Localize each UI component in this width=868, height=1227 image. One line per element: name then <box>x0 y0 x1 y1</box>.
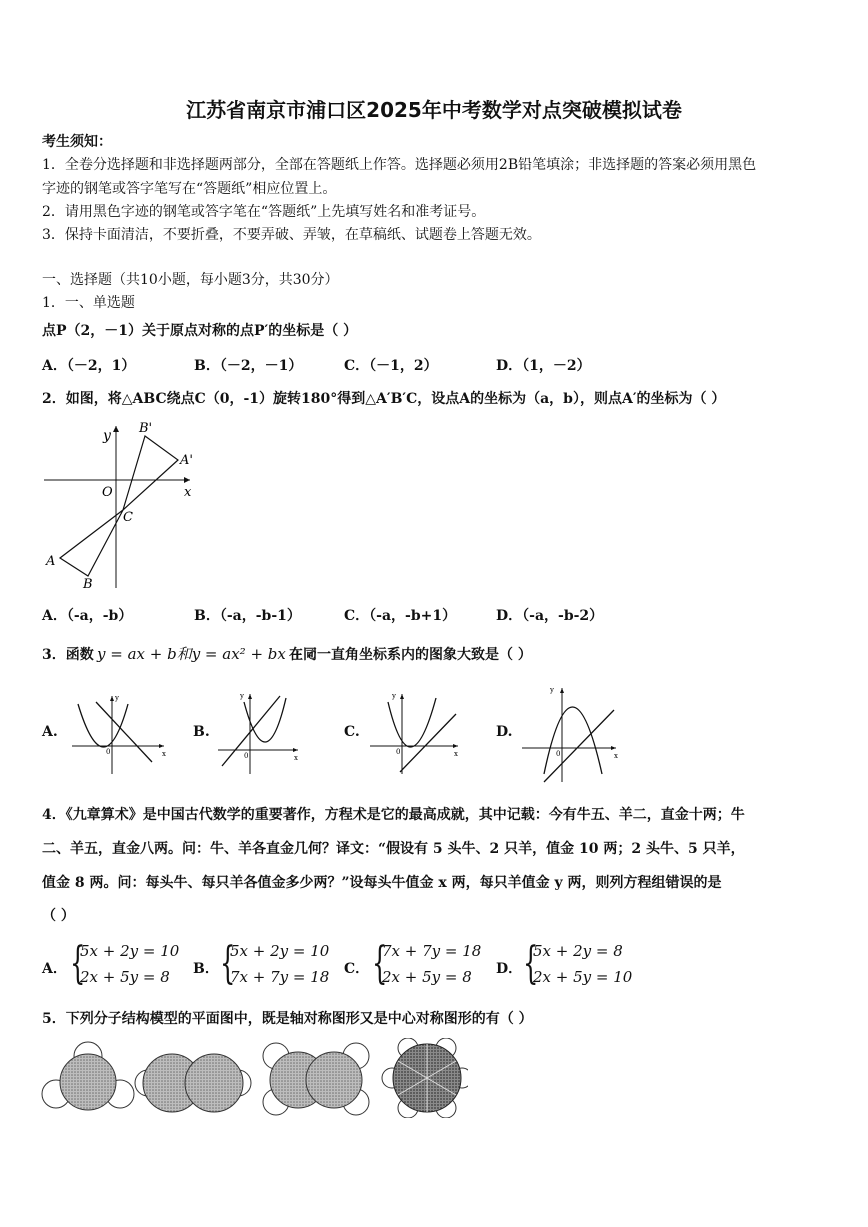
q2-stem: 2．如图，将△ABC绕点C（0，-1）旋转180°得到△A′B′C，设点A的坐标为（a，b），则点A′的坐标为（ ） <box>42 391 726 407</box>
q4-line-4: （ ） <box>42 908 75 924</box>
q2-triangle-abc <box>60 510 123 576</box>
q3-number: 3．函数 <box>42 647 94 663</box>
q2-label-o: O <box>102 485 113 500</box>
q2-label-a: A <box>46 554 56 569</box>
q4-option-d-label: D． <box>496 961 523 977</box>
q4-line-3: 值金 8 两。问：每头牛、每只羊各值金多少两？”设每头牛值金 x 两，每只羊值金 y 两，则列方程组错误的是 <box>42 875 722 891</box>
molecule-1 <box>42 1042 134 1110</box>
q1-option-a: A．（－2，1） <box>42 358 136 374</box>
q3-formula: y = ax + b和y = ax² + bx + c <box>97 645 317 663</box>
page-title: 江苏省南京市浦口区2025年中考数学对点突破模拟试卷 <box>186 98 682 122</box>
notice-item-3: 3．保持卡面清洁，不要折叠，不要弄破、弄皱，在草稿纸、试题卷上答题无效。 <box>42 227 541 243</box>
q1-option-d: D．（1，－2） <box>496 358 591 374</box>
svg-text:x: x <box>614 752 618 760</box>
q3-graph-c <box>366 688 464 776</box>
svg-text:0: 0 <box>556 750 561 758</box>
q3-a-line <box>96 702 152 762</box>
q3-d-parabola <box>544 707 602 774</box>
q2-option-d: D．（-a，-b-2） <box>496 608 604 624</box>
q3-graph-b <box>214 688 304 776</box>
svg-text:0: 0 <box>396 748 401 756</box>
section-heading: 一、选择题（共10小题，每小题3分，共30分） <box>42 272 339 288</box>
q3-option-d-label: D. <box>496 724 513 740</box>
q1-option-b: B．（－2，－1） <box>194 358 303 374</box>
q5-stem: 5．下列分子结构模型的平面图中，既是轴对称图形又是中心对称图形的有（ ） <box>42 1011 533 1027</box>
q2-label-c: C <box>123 510 133 525</box>
molecule-4 <box>382 1038 468 1118</box>
svg-text:0: 0 <box>106 748 111 756</box>
q3-c-parabola <box>388 698 436 747</box>
q2-x-arrow <box>184 477 190 483</box>
q2-label-b: B <box>83 577 93 592</box>
q2-figure <box>40 420 210 595</box>
q4-option-a-label: A． <box>42 961 67 977</box>
q5-molecule-figures <box>38 1038 468 1118</box>
notice-heading: 考生须知： <box>42 134 112 150</box>
svg-text:y: y <box>115 694 119 702</box>
q2-option-b: B．（-a，-b-1） <box>194 608 301 624</box>
molecule-3 <box>263 1043 369 1115</box>
notice-item-1: 1．全卷分选择题和非选择题两部分，全部在答题纸上作答。选择题必须用2B铅笔填涂；非选择题的答案必须用黑色 <box>42 157 757 173</box>
q2-option-a: A．（-a，-b） <box>42 608 133 624</box>
svg-text:x: x <box>294 754 298 762</box>
q3-b-line <box>222 696 280 766</box>
q1-stem: 点P（2，－1）关于原点对称的点P′的坐标是（ ） <box>42 323 358 339</box>
q3-option-c-label: C. <box>344 724 360 740</box>
q2-triangle-a-prime-b-prime-c <box>123 436 178 510</box>
q2-option-c: C．（-a，-b+1） <box>344 608 457 624</box>
section-sub: 1．一、单选题 <box>42 295 135 311</box>
notice-item-2: 2．请用黑色字迹的钢笔或答字笔在“答题纸”上先填写姓名和准考证号。 <box>42 204 486 220</box>
q4-line-1: 4．《九章算术》是中国古代数学的重要著作，方程术是它的最高成就，其中记载：今有牛五、羊二，直金十两；牛 <box>42 807 745 823</box>
q2-label-a-prime: A' <box>180 453 193 468</box>
q4-option-a-system: { 5x + 2y = 10 2x + 5y = 8 <box>70 938 180 989</box>
svg-text:y: y <box>392 692 396 700</box>
svg-text:y: y <box>240 692 244 700</box>
q4-option-b-system: { 5x + 2y = 10 7x + 7y = 18 <box>220 938 330 989</box>
notice-item-1-cont: 字迹的钢笔或答字笔写在“答题纸”相应位置上。 <box>42 181 337 197</box>
svg-text:0: 0 <box>244 752 249 760</box>
q3-graph-a <box>66 690 172 776</box>
q3-option-b-label: B. <box>193 724 210 740</box>
svg-text:x: x <box>162 750 166 758</box>
q3-option-a-label: A. <box>42 724 58 740</box>
svg-text:y: y <box>550 686 554 694</box>
molecule-2 <box>135 1054 251 1112</box>
q4-option-c-label: C． <box>344 961 370 977</box>
q4-line-2: 二、羊五，直金八两。问：牛、羊各直金几何？译文：“假设有 5 头牛、2 只羊，值金 10 两；2 头牛、5 只羊， <box>42 841 745 857</box>
q2-label-y: y <box>103 428 111 444</box>
q2-label-x: x <box>184 485 192 500</box>
q3-graph-d <box>518 684 624 784</box>
q4-option-c-system: { 7x + 7y = 18 2x + 5y = 8 <box>372 938 482 989</box>
q3-rest: 在同一直角坐标系内的图象大致是（ ） <box>289 647 532 663</box>
q2-label-b-prime: B' <box>139 421 153 436</box>
q1-option-c: C．（－1，2） <box>344 358 438 374</box>
q4-option-b-label: B． <box>193 961 219 977</box>
q2-y-arrow <box>113 426 119 432</box>
q3-d-line <box>544 710 614 782</box>
q4-option-d-system: { 5x + 2y = 8 2x + 5y = 10 <box>523 938 633 989</box>
svg-text:x: x <box>454 750 458 758</box>
